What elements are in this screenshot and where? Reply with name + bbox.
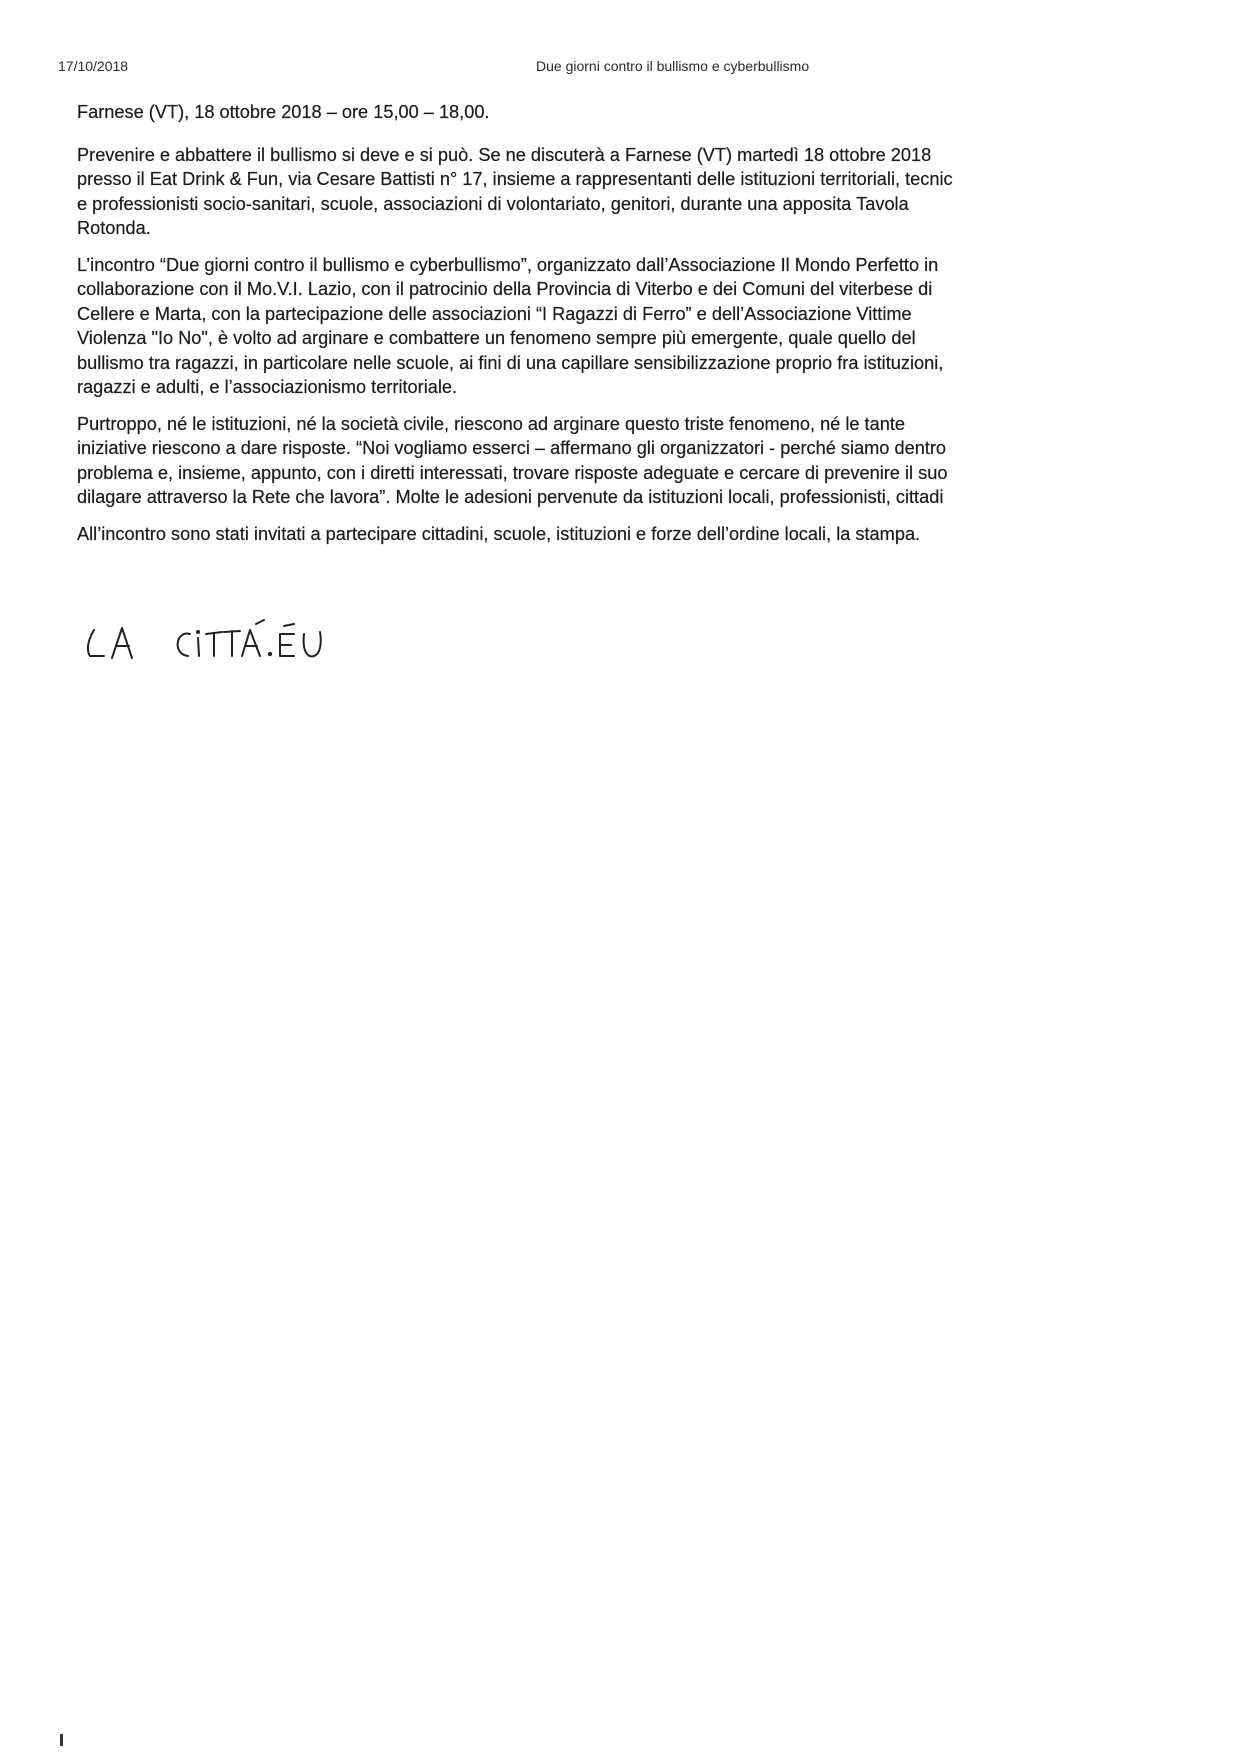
handwritten-note-icon [80,612,400,672]
text-line: iniziative riescono a dare risposte. “Noi vogliamo esserci – affermano gli organizzatori - perché siamo dentro [77,438,947,458]
text-line: Purtroppo, né le istituzioni, né la società civile, riescono ad arginare questo triste fenomeno, né le tante [77,413,906,434]
dateline: Farnese (VT), 18 ottobre 2018 – ore 15,00 – 18,00. [77,102,490,122]
paragraph-event [77,253,1217,400]
page-header [0,58,1240,78]
text-line: L’incontro “Due giorni contro il bullismo e cyberbullismo”, organizzato dall’Associazione Il Mondo Perfetto in [77,254,939,275]
paragraph-invitation: All’incontro sono stati invitati a partecipare cittadini, scuole, istituzioni e forze dell’ordine locali, la stampa. [77,523,921,544]
article-body [77,100,1217,558]
text-line: problema e, insieme, appunto, con i diretti interessati, trovare risposte adeguate e cercare di prevenire il suo [77,462,948,483]
text-line: dilagare attraverso la Rete che lavora”. Molte le adesioni pervenute da istituzioni locali, professionisti, cittadi [77,487,944,507]
text-line: Prevenire e abbattere il bullismo si deve e si può. Se ne discuterà a Farnese (VT) martedì 18 ottobre 2018 [77,144,932,165]
text-line: bullismo tra ragazzi, in particolare nelle scuole, ai fini di una capillare sensibilizzazione proprio fra istituzioni, [77,352,944,373]
text-line: Violenza "Io No", è volto ad arginare e combattere un fenomeno sempre più emergente, quale quello del [77,328,916,348]
text-line: ragazzi e adulti, e l’associazionismo territoriale. [77,377,458,397]
handwritten-source-note [80,612,400,672]
text-line: collaborazione con il Mo.V.I. Lazio, con il patrocinio della Provincia di Viterbo e dei Comuni del viterbese di [77,279,933,299]
text-line: e professionisti socio-sanitari, scuole, associazioni di volontariato, genitori, durante una apposita Tavola [77,193,909,214]
text-line: presso il Eat Drink & Fun, via Cesare Battisti n° 17, insieme a rappresentanti delle istituzioni territoriali, tecnic [77,169,953,189]
page-title: Due giorni contro il bullismo e cyberbullismo [536,58,810,74]
paragraph-intro [77,143,1217,241]
scan-margin-mark [60,1734,63,1746]
paragraph-quote [77,412,1217,510]
text-line: Cellere e Marta, con la partecipazione delle associazioni “I Ragazzi di Ferro” e dell’Associazione Vittime [77,303,912,324]
print-date: 17/10/2018 [58,58,129,74]
text-line: Rotonda. [77,218,151,238]
